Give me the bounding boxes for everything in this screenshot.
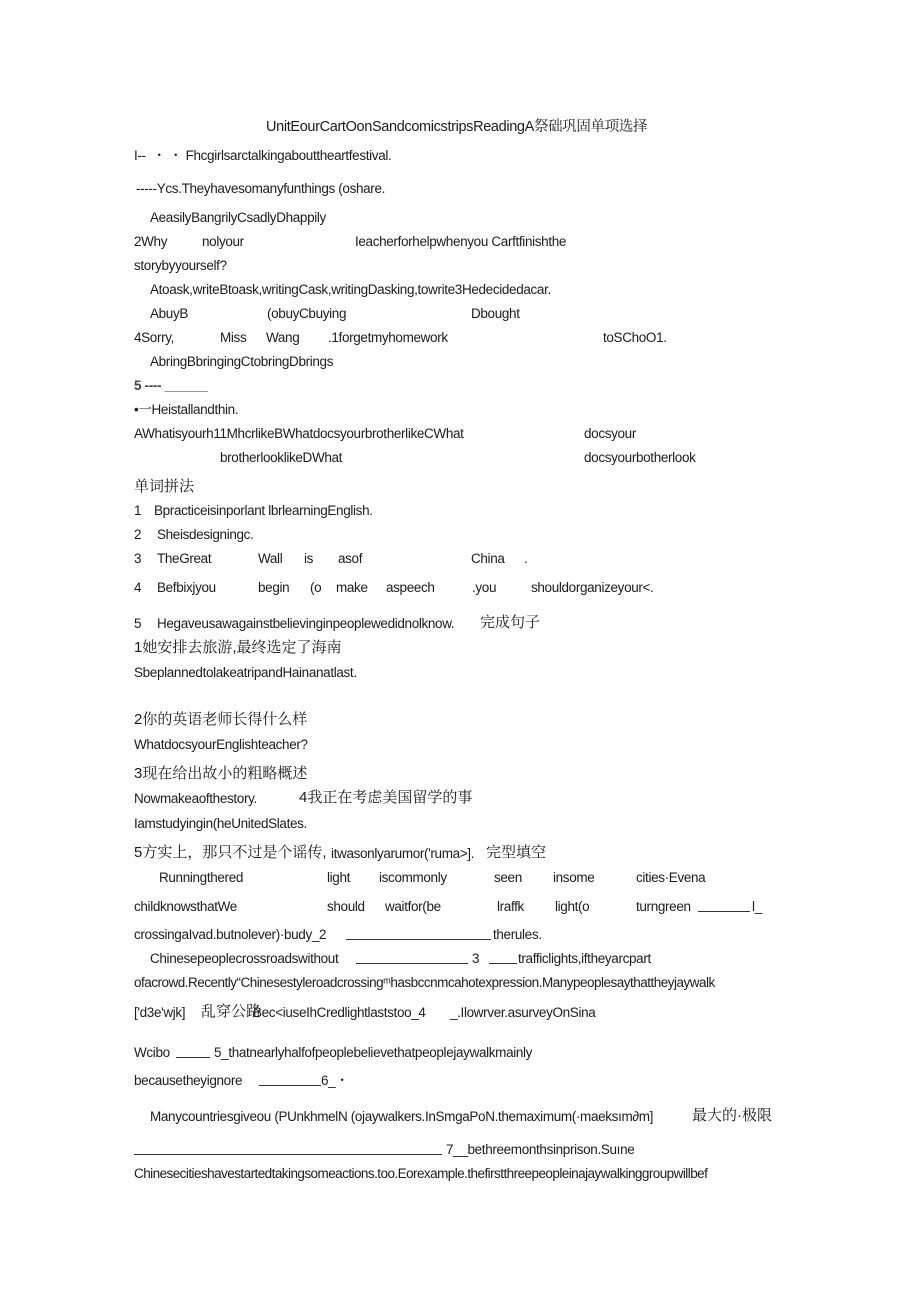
question-2-part-3: Ieacherforhelpwhenyou Carftfinishthe bbox=[355, 234, 567, 249]
question-2-part-2: nolyour bbox=[202, 234, 244, 249]
question-5-options-line-2a: brotherlooklikeDWhat bbox=[220, 450, 343, 465]
spelling-item-3-word: China bbox=[471, 551, 505, 566]
question-5-options-line-2b: docsyourbotherlook bbox=[584, 450, 696, 465]
spelling-item-2-number: 2 bbox=[134, 527, 142, 542]
spelling-item-3-word: is bbox=[304, 551, 314, 566]
question-5-options-part-1: AWhatisyourh11MhcrlikeBWhatdocsyourbrotherlikeCWhat bbox=[134, 426, 464, 441]
cloze-line-8-start: becausetheyignore bbox=[134, 1073, 243, 1088]
question-2-options: Atoask,writeBtoask,writingCask,writingDasking,towrite3Hedecidedacar. bbox=[150, 282, 551, 297]
cloze-word: childknowsthatWe bbox=[134, 899, 237, 914]
cloze-word: should bbox=[327, 899, 365, 914]
question-1-options: AeasilyBangrilyCsadlyDhappily bbox=[150, 210, 326, 225]
page-title: UnitEourCartOonSandcomicstripsReadingA祭础巩固单项选择 bbox=[266, 119, 648, 135]
sentence-3-english: Nowmakeaofthestory. bbox=[134, 791, 257, 806]
spelling-item-4-word: (o bbox=[310, 580, 322, 595]
question-1-line-2: -----Ycs.Theyhavesomanyfunthings (oshare. bbox=[136, 181, 386, 196]
cloze-blank-5 bbox=[176, 1057, 210, 1058]
spelling-item-4-word: .you bbox=[472, 580, 497, 595]
cloze-blank-7 bbox=[134, 1154, 442, 1155]
cloze-word: lraffk bbox=[497, 899, 524, 914]
spelling-item-4-word: shouldorganizeyour<. bbox=[531, 580, 654, 595]
question-1-line-1: I-- ・ ・ Fhcgirlsarctalkingabouttheartfestival. bbox=[134, 148, 392, 163]
question-4-part-3: Wang bbox=[266, 330, 300, 345]
cloze-word: seen bbox=[494, 870, 522, 885]
spelling-item-4-number: 4 bbox=[134, 580, 142, 595]
cloze-blank-3-tail bbox=[489, 963, 517, 964]
spelling-item-5-number: 5 bbox=[134, 616, 142, 631]
cloze-line-6-end: _.Ilowrver.asurveyOnSina bbox=[450, 1005, 596, 1020]
question-3-option-bc: (obuyCbuying bbox=[267, 306, 347, 321]
spelling-item-3-number: 3 bbox=[134, 551, 142, 566]
cloze-line-11: Chinesecitieshavestartedtakingsomeactions.too.Eorexample.thefirstthreepeopleinajaywalkinggroupwillbef bbox=[134, 1166, 708, 1181]
cloze-line-7-end: 5_thatnearlyhalfofpeoplebelievethatpeoplejaywalkmainly bbox=[214, 1045, 533, 1060]
spelling-item-4-word: begin bbox=[258, 580, 290, 595]
cloze-word: light(o bbox=[555, 899, 590, 914]
cloze-line-6-mid: Bec<iuseIhCredlightlaststoo_4 bbox=[253, 1005, 426, 1020]
cloze-word: waitfor(be bbox=[385, 899, 441, 914]
sentence-5-english: itwasonlyarumor('ruma>]. bbox=[331, 846, 475, 861]
spelling-item-3-word: Wall bbox=[258, 551, 283, 566]
question-3-option-a: AbuyB bbox=[150, 306, 189, 321]
sentence-1-chinese: 1她安排去旅游,最终选定了海南 bbox=[134, 639, 342, 656]
cloze-line-9: Manycountriesgiveou (PUnkhmelN (ojaywalkers.InSmgaPoN.themaximum(·maeksım∂m] bbox=[150, 1109, 653, 1124]
question-4-part-5: toSChoO1. bbox=[603, 330, 667, 345]
sentence-1-english: SbeplannedtolakeatripandHainanatlast. bbox=[134, 665, 357, 680]
cloze-word: cities·Evena bbox=[636, 870, 706, 885]
cloze-word: l_ bbox=[752, 899, 762, 914]
question-2-part-1: 2Why bbox=[134, 234, 168, 249]
cloze-word: insome bbox=[553, 870, 595, 885]
cloze-line-4-end: trafficlights,iftheyarcpart bbox=[518, 951, 651, 966]
cloze-word: turngreen bbox=[636, 899, 691, 914]
sentence-4-english: Iamstudyingin(heUnitedSlates. bbox=[134, 816, 307, 831]
cloze-blank-3 bbox=[356, 963, 468, 964]
spelling-heading: 单词拼法 bbox=[134, 478, 195, 495]
cloze-line-4-start: Chinesepeoplecrossroadswithout bbox=[150, 951, 339, 966]
sentence-5-chinese: 5方实上，那只不过是个谣传, bbox=[134, 844, 327, 861]
spelling-item-4-word: Befbixjyou bbox=[157, 580, 216, 595]
cloze-blank-6 bbox=[259, 1085, 321, 1086]
cloze-line-8-end: 6_・ bbox=[321, 1073, 349, 1088]
question-5-line-2: •一Heistallandthin. bbox=[134, 402, 239, 417]
cloze-heading: 完型填空 bbox=[486, 844, 547, 861]
cloze-line-9-gloss: 最大的·极限 bbox=[692, 1107, 772, 1124]
cloze-chinese-gloss: 乱穿公路 bbox=[201, 1003, 262, 1020]
spelling-item-1-text: Bpracticeisinporlant lbrlearningEnglish. bbox=[154, 503, 373, 518]
spelling-item-3-word: asof bbox=[338, 551, 363, 566]
sentence-3-chinese: 3现在给出故小的粗略概述 bbox=[134, 765, 308, 782]
cloze-line-3-start: crossingaIvad.butnolever)·budy_2 bbox=[134, 927, 327, 942]
question-3-option-d: Dbought bbox=[471, 306, 520, 321]
spelling-item-4-word: make bbox=[336, 580, 368, 595]
question-5-head: 5 ---- ______ bbox=[134, 378, 208, 393]
cloze-blank-3-number: 3 bbox=[472, 951, 480, 966]
cloze-phonetic: ['d3e'wjk] bbox=[134, 1005, 186, 1020]
cloze-word: light bbox=[327, 870, 351, 885]
cloze-word: Runningthered bbox=[159, 870, 244, 885]
cloze-blank-2 bbox=[346, 939, 491, 940]
cloze-line-3-end: therules. bbox=[493, 927, 542, 942]
spelling-item-2-text: Sheisdesigningc. bbox=[157, 527, 254, 542]
spelling-item-3-word: TheGreat bbox=[157, 551, 212, 566]
question-4-part-1: 4Sorry, bbox=[134, 330, 175, 345]
question-4-options: AbringBbringingCtobringDbrings bbox=[150, 354, 334, 369]
sentence-2-english: WhatdocsyourEnglishteacher? bbox=[134, 737, 308, 752]
cloze-blank-1 bbox=[698, 911, 750, 912]
question-4-part-2: Miss bbox=[220, 330, 247, 345]
spelling-item-4-word: aspeech bbox=[386, 580, 435, 595]
spelling-item-1-number: 1 bbox=[134, 503, 142, 518]
sentence-2-chinese: 2你的英语老师长得什么样 bbox=[134, 711, 308, 728]
question-2-line-2: storybyyourself? bbox=[134, 258, 227, 273]
spelling-item-5-text: Hegaveusawagainstbelievinginpeoplewedidnolknow. bbox=[157, 616, 455, 631]
question-4-part-4: .1forgetmyhomework bbox=[328, 330, 448, 345]
complete-sentences-heading: 完成句子 bbox=[480, 614, 541, 631]
cloze-line-5: ofacrowd.Recently“Chinesestyleroadcrossingᵐhasbccnmcahotexpression.Manypeoplesaythattheyjaywalk bbox=[134, 975, 715, 990]
cloze-line-10: 7__bethreemonthsinprison.Suıne bbox=[446, 1142, 635, 1157]
sentence-4-chinese: 4我正在考虑美国留学的事 bbox=[299, 789, 473, 806]
spelling-item-3-word: . bbox=[524, 551, 528, 566]
cloze-word: iscommonly bbox=[379, 870, 447, 885]
cloze-line-7-start: Wcibo bbox=[134, 1045, 170, 1060]
question-5-options-part-2: docsyour bbox=[584, 426, 636, 441]
